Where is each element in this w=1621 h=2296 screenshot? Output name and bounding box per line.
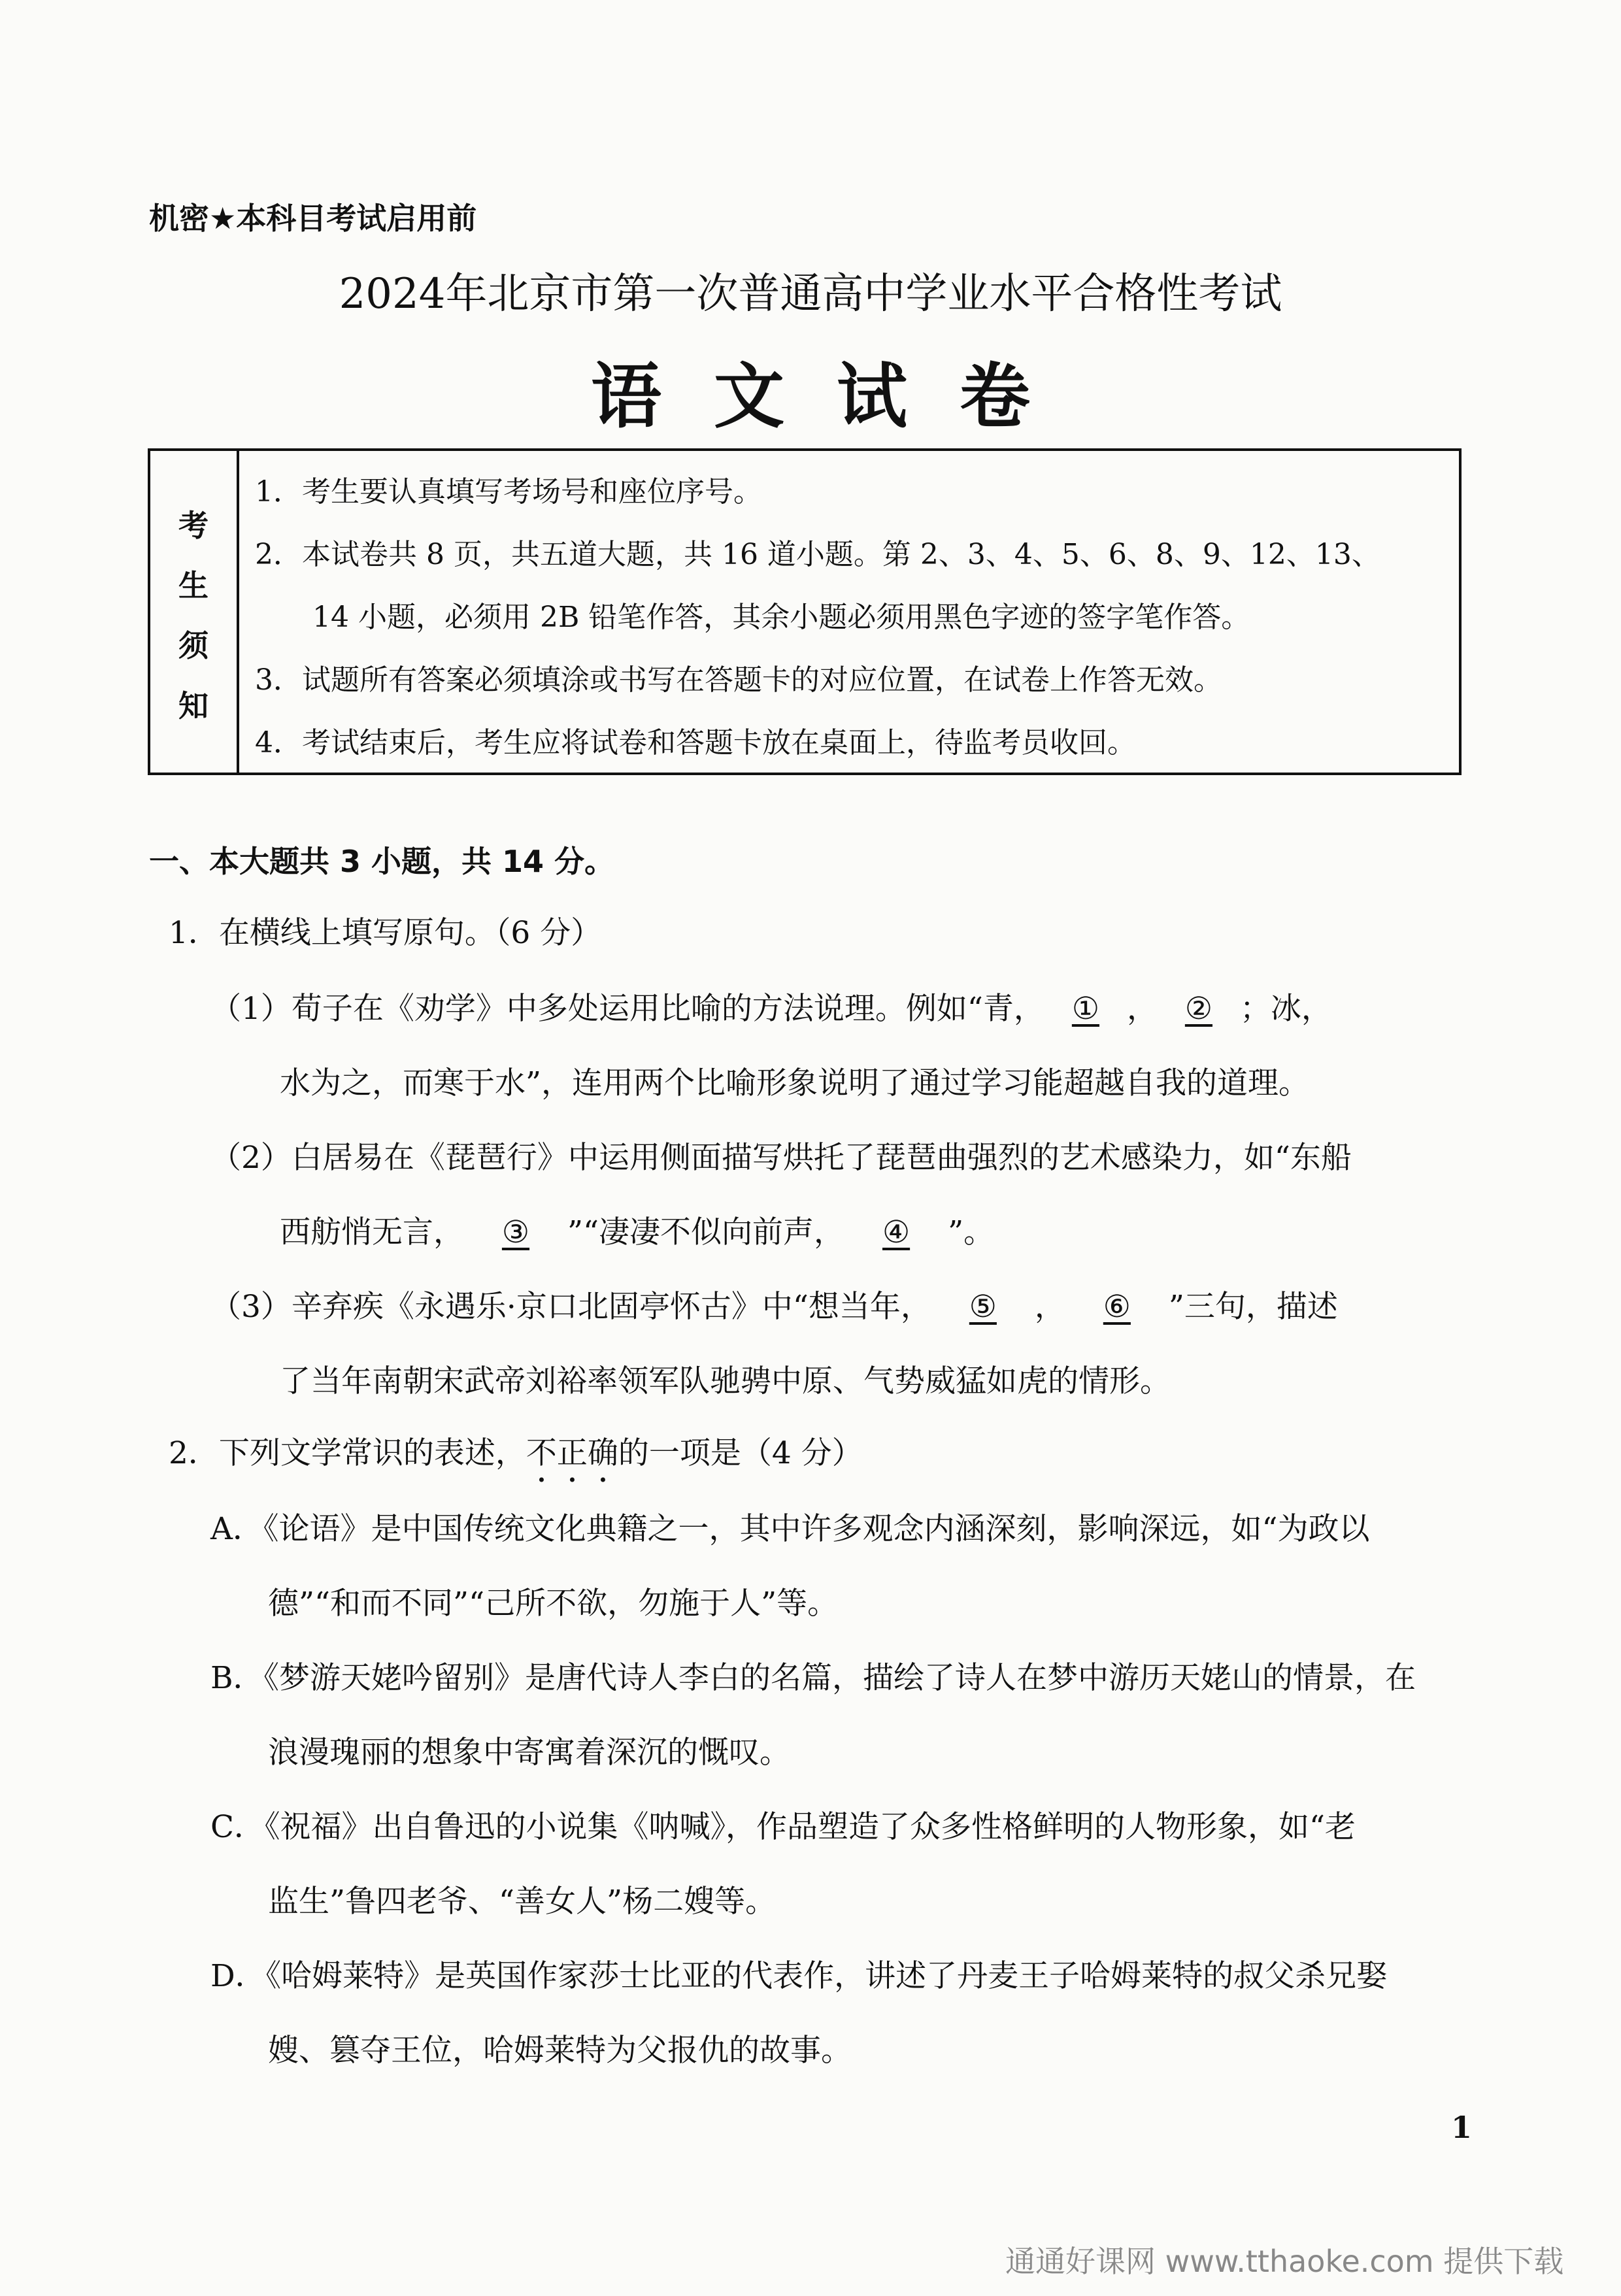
- option-c-line1: C．《祝福》出自鲁迅的小说集《呐喊》，作品塑造了众多性格鲜明的人物形象，如“老: [210, 1809, 1356, 1845]
- option-b-line1: B．《梦游天姥吟留别》是唐代诗人李白的名篇，描绘了诗人在梦中游历天姥山的情景，在: [210, 1660, 1416, 1696]
- question-2-stem: [169, 1429, 863, 1489]
- blank-6: ⑥: [1103, 1289, 1131, 1325]
- notice-item-3: 3．试题所有答案必须填涂或书写在答题卡的对应位置，在试卷上作答无效。: [255, 663, 1222, 697]
- blank-5: ⑤: [969, 1289, 997, 1325]
- text: ；冰，: [1239, 991, 1332, 1027]
- notice-label-char: 须: [178, 628, 209, 663]
- q1-part2-line2: [280, 1208, 994, 1252]
- watermark-text: 通通好课网 www.tthaoke.com 提供下载: [1005, 2244, 1564, 2279]
- q1-part3-line1: [210, 1282, 1338, 1326]
- notice-label-column: [150, 451, 239, 773]
- emphasis-text: 不正确: [526, 1435, 618, 1471]
- notice-item-2-cont: 14 小题，必须用 2B 铅笔作答，其余小题必须用黑色字迹的签字笔作答。: [312, 601, 1250, 634]
- text: （3）辛弃疾《永遇乐·京口北固亭怀古》中“想当年，: [210, 1289, 931, 1325]
- text: 2．下列文学常识的表述，: [169, 1435, 526, 1471]
- q1-part1-line1: [210, 984, 1332, 1028]
- page-number: 1: [1451, 2110, 1473, 2145]
- blank-3: ③: [501, 1214, 530, 1250]
- notice-label-char: 考: [178, 508, 209, 543]
- text: 的一项是（4 分）: [618, 1435, 863, 1471]
- text: （1）荀子在《劝学》中多处运用比喻的方法说理。例如“青，: [210, 991, 1044, 1027]
- exam-title: 2024年北京市第一次普通高中学业水平合格性考试: [339, 270, 1282, 318]
- blank-4: ④: [882, 1214, 911, 1250]
- confidential-label: 机密★本科目考试启用前: [149, 201, 477, 236]
- option-c-line2: 监生”鲁四老爷、“善女人”杨二嫂等。: [268, 1884, 777, 1920]
- blank-1: ①: [1071, 991, 1099, 1027]
- text: ”。: [948, 1214, 995, 1250]
- option-d-line1: D．《哈姆莱特》是英国作家莎士比亚的代表作，讲述了丹麦王子哈姆莱特的叔父杀兄娶: [210, 1958, 1388, 1994]
- option-b-line2: 浪漫瑰丽的想象中寄寓着深沉的慨叹。: [268, 1735, 790, 1771]
- notice-item-2: 2．本试卷共 8 页，共五道大题，共 16 道小题。第 2、3、4、5、6、8、9、12、13、: [255, 538, 1380, 571]
- text: ，: [1034, 1289, 1065, 1325]
- option-a-line2: 德”“和而不同”“己所不欲，勿施于人”等。: [268, 1586, 839, 1622]
- q1-part1-line2: 水为之，而寒于水”，连用两个比喻形象说明了通过学习能超越自我的道理。: [280, 1065, 1310, 1101]
- blank-2: ②: [1184, 991, 1212, 1027]
- notice-label-char: 知: [178, 688, 209, 724]
- option-a-line1: A．《论语》是中国传统文化典籍之一，其中许多观念内涵深刻，影响深远，如“为政以: [210, 1511, 1370, 1547]
- q1-part3-line2: 了当年南朝宋武帝刘裕率领军队驰骋中原、气势威猛如虎的情形。: [280, 1363, 1171, 1399]
- section-heading: 一、本大题共 3 小题，共 14 分。: [149, 844, 615, 879]
- text: ，: [1126, 991, 1158, 1027]
- text: ”“凄凄不似向前声，: [567, 1214, 845, 1250]
- question-1-stem: 1．在横线上填写原句。（6 分）: [169, 915, 602, 951]
- notice-label-char: 生: [178, 568, 209, 603]
- exam-subject: 语文试卷: [590, 356, 1082, 438]
- notice-item-4: 4．考试结束后，考生应将试卷和答题卡放在桌面上，待监考员收回。: [255, 726, 1136, 759]
- text: ”三句，描述: [1168, 1289, 1338, 1325]
- candidate-notice-box: [148, 448, 1462, 775]
- option-d-line2: 嫂、篡夺王位，哈姆莱特为父报仇的故事。: [268, 2033, 852, 2069]
- text: 西舫悄无言，: [280, 1214, 464, 1250]
- notice-item-1: 1．考生要认真填写考场号和座位序号。: [255, 475, 762, 508]
- q1-part2-line1: （2）白居易在《琵琶行》中运用侧面描写烘托了琵琶曲强烈的艺术感染力，如“东船: [210, 1140, 1352, 1176]
